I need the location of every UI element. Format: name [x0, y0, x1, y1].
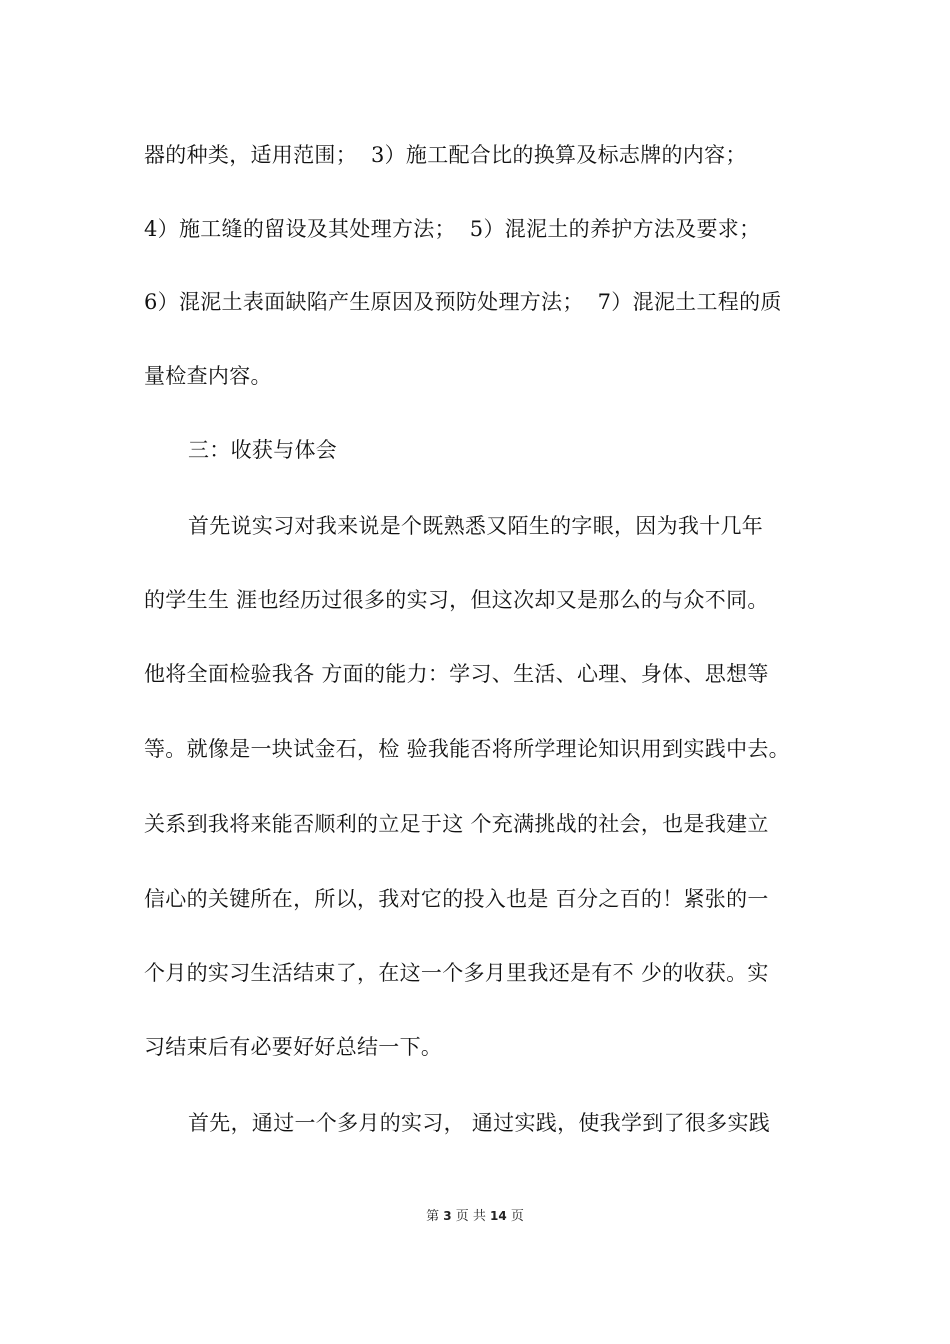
- section-heading: 三：收获与体会: [188, 438, 338, 462]
- text-line-1: 器的种类，适用范围； 3）施工配合比的换算及标志牌的内容；: [144, 143, 747, 167]
- footer-total-pages: 14: [490, 1209, 507, 1223]
- text-line-8: 他将全面检验我各 方面的能力：学习、生活、心理、身体、思想等: [144, 662, 769, 686]
- text-line-14: 首先，通过一个多月的实习， 通过实践，使我学到了很多实践: [188, 1111, 771, 1135]
- text-line-11: 信心的关键所在，所以，我对它的投入也是 百分之百的！紧张的一: [144, 887, 769, 911]
- footer-prefix: 第: [426, 1209, 440, 1224]
- footer-page-number: 3: [443, 1209, 452, 1223]
- text-line-6: 首先说实习对我来说是个既熟悉又陌生的字眼，因为我十几年: [188, 514, 764, 538]
- text-line-7: 的学生生 涯也经历过很多的实习，但这次却又是那么的与众不同。: [144, 588, 769, 612]
- text-line-2: 4）施工缝的留设及其处理方法； 5）混泥土的养护方法及要求；: [144, 217, 761, 241]
- text-line-4: 量检查内容。: [144, 364, 272, 388]
- footer-suffix: 页: [510, 1209, 524, 1224]
- text-line-3: 6）混泥土表面缺陷产生原因及预防处理方法； 7）混泥土工程的质: [144, 290, 782, 314]
- page-footer: [0, 1207, 950, 1226]
- text-line-12: 个月的实习生活结束了，在这一个多月里我还是有不 少的收获。实: [144, 961, 769, 985]
- text-line-10: 关系到我将来能否顺利的立足于这 个充满挑战的社会，也是我建立: [144, 812, 769, 836]
- text-line-9: 等。就像是一块试金石，检 验我能否将所学理论知识用到实践中去。: [144, 737, 790, 761]
- footer-middle: 页 共: [455, 1209, 486, 1224]
- text-line-13: 习结束后有必要好好总结一下。: [144, 1035, 443, 1059]
